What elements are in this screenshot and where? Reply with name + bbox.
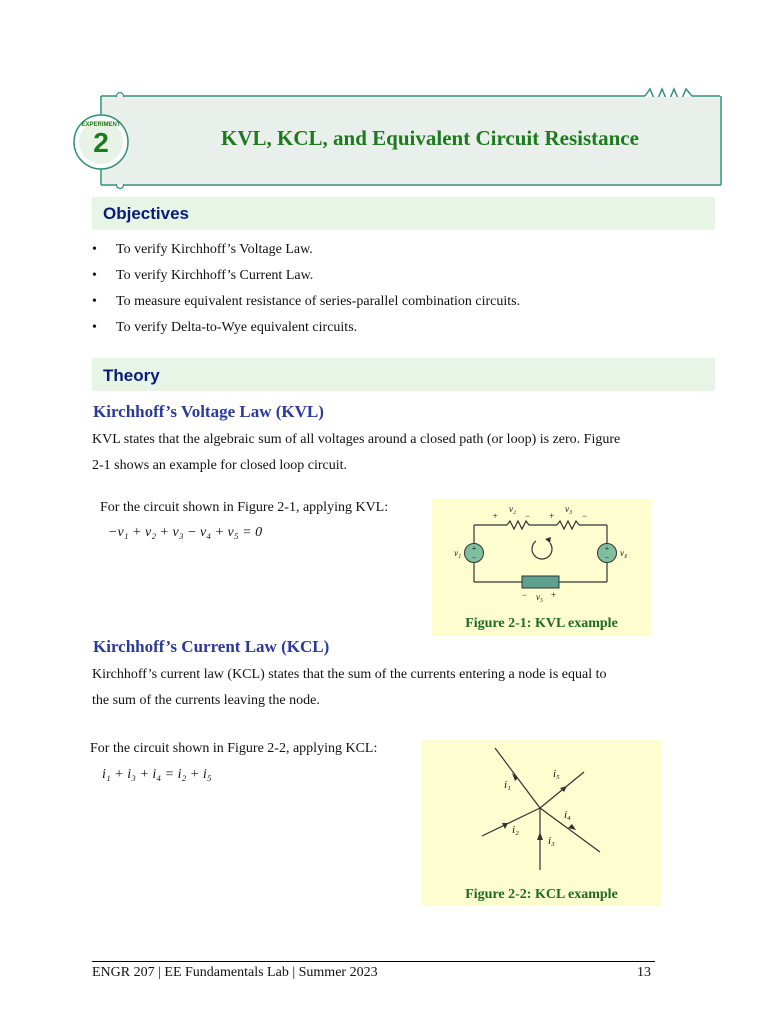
kcl-line-1: Kirchhoff’s current law (KCL) states that the sum of the currents entering a node is equal to — [92, 667, 607, 682]
label-v1: v₁ — [454, 548, 462, 558]
kvl-line-2: 2-1 shows an example for closed loop circuit. — [92, 458, 348, 473]
svg-text:−: − — [471, 553, 477, 562]
label-v2: v₂ — [509, 504, 517, 514]
kvl-heading: Kirchhoff’s Voltage Law (KVL) — [93, 402, 324, 421]
label-i2: i₂ — [512, 824, 519, 836]
kvl-apply-text: For the circuit shown in Figure 2-1, applying KVL: — [100, 500, 389, 515]
footer-rule — [92, 961, 655, 962]
label-v4: v₄ — [620, 548, 628, 558]
objectives-heading: Objectives — [103, 204, 189, 223]
label-i3: i₃ — [548, 835, 555, 847]
kvl-circuit-diagram — [432, 499, 651, 609]
experiment-badge — [66, 110, 130, 174]
label-plus: + — [492, 511, 499, 521]
objectives-list — [92, 241, 520, 345]
footer-text: ENGR 207 | EE Fundamentals Lab | Summer 2023 — [92, 965, 378, 980]
svg-text:−: − — [582, 511, 588, 521]
kcl-paragraph — [92, 662, 692, 714]
svg-text:+: + — [471, 544, 477, 553]
kcl-apply-text: For the circuit shown in Figure 2-2, applying KCL: — [90, 741, 378, 756]
page-number: 13 — [637, 965, 651, 980]
list-item: • To verify Kirchhoff’s Current Law. — [92, 267, 520, 293]
page-title: KVL, KCL, and Equivalent Circuit Resistance — [221, 126, 639, 150]
figure-2-2 — [422, 740, 661, 906]
label-i1: i₁ — [504, 779, 511, 791]
kcl-line-2: the sum of the currents leaving the node. — [92, 693, 320, 708]
svg-text:+: + — [549, 511, 555, 521]
label-v3: v₃ — [565, 504, 573, 514]
label-i5: i₅ — [553, 768, 560, 780]
list-item: • To verify Delta-to-Wye equivalent circuits. — [92, 319, 520, 345]
svg-text:+: + — [551, 590, 557, 600]
kvl-equation: −v₁ + v₂ + v₃ − v₄ + v₅ = 0 — [108, 525, 263, 540]
figure-2-1 — [432, 499, 651, 636]
svg-text:−: − — [525, 511, 531, 521]
theory-bar — [92, 358, 715, 391]
list-item: • To verify Kirchhoff’s Voltage Law. — [92, 241, 520, 267]
figure-2-2-caption: Figure 2-2: KCL example — [465, 887, 618, 902]
kcl-heading: Kirchhoff’s Current Law (KCL) — [93, 637, 330, 656]
svg-text:+: + — [604, 544, 610, 553]
list-item: • To measure equivalent resistance of series-parallel combination circuits. — [92, 293, 520, 319]
kvl-paragraph — [92, 427, 692, 479]
kvl-line-1: KVL states that the algebraic sum of all voltages around a closed path (or loop) is zero. Figure — [92, 432, 621, 447]
figure-2-1-caption: Figure 2-1: KVL example — [465, 616, 618, 631]
kcl-equation: i₁ + i₃ + i₄ = i₂ + i₅ — [102, 767, 212, 782]
svg-text:−: − — [604, 553, 610, 562]
svg-text:−: − — [522, 590, 528, 600]
badge-number: 2 — [93, 127, 109, 158]
label-i4: i₄ — [564, 809, 571, 821]
theory-heading: Theory — [103, 366, 160, 385]
kcl-node-diagram — [422, 740, 661, 875]
badge-label: EXPERIMENT — [81, 122, 121, 128]
label-v5: v₅ — [536, 592, 544, 602]
